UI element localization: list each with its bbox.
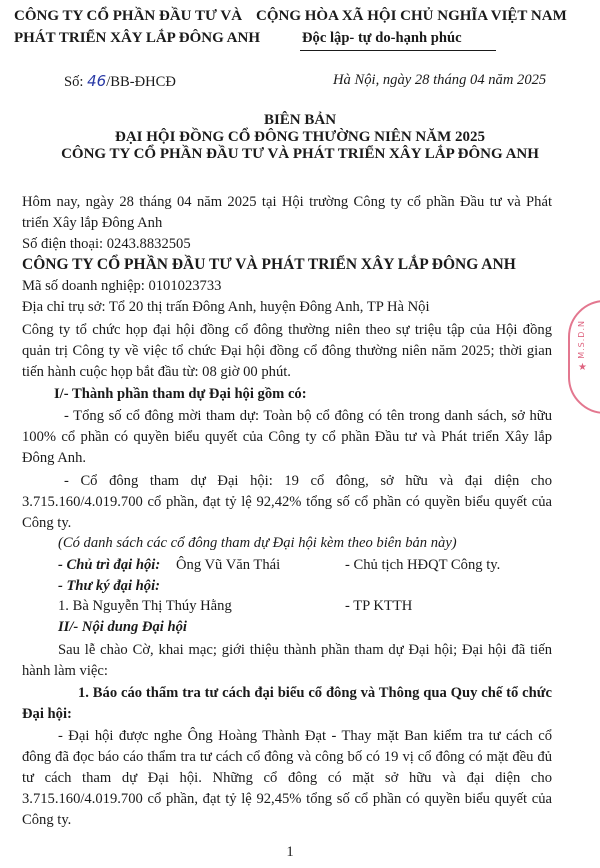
attendance-note: (Có danh sách các cổ đông tham dự Đại hội kèm theo biên bản này) [58,535,457,551]
item1-text: - Đại hội được nghe Ông Hoàng Thành Đạt - Thay mặt Ban kiểm tra tư cách cổ đông đã đọc báo cáo thẩm tra tư cách cổ đông và công bố có 19 vị cổ đông có mặt đều đủ tư cách tham dự Đại hội. Những cổ đông có mặt sở hữu và đại diện cho 3.715.160/4.019.700 cổ phần, đạt tỷ lệ 92,45% tổng số cổ phần có quyền biểu quyết của Công ty. [22,728,552,828]
motto-underline [300,50,496,51]
secretary-label: - Thư ký đại hội: [58,578,160,594]
secretary-name: 1. Bà Nguyễn Thị Thúy Hằng [58,598,232,614]
company-name-line2: PHÁT TRIỂN XÂY LẮP ĐÔNG ANH [14,30,261,46]
page-number: 1 [286,844,294,860]
document-number [64,72,176,91]
republic-heading: CỘNG HÒA XÃ HỘI CHỦ NGHĨA VIỆT NAM [256,8,567,24]
chair-role: - Chủ tịch HĐQT Công ty. [345,557,501,573]
motto: Độc lập- tự do-hạnh phúc [302,30,462,46]
item1-heading: 1. Báo cáo thẩm tra tư cách đại biểu cổ đông và Thông qua Quy chế tổ chức Đại hội: [22,685,552,722]
title-line2: ĐẠI HỘI ĐỒNG CỔ ĐÔNG THƯỜNG NIÊN NĂM 2025 [114,129,485,145]
chair-name: Ông Vũ Văn Thái [176,557,281,573]
number-handwritten: 46 [87,72,107,90]
company-name-line1: CÔNG TY CỔ PHẦN ĐẦU TƯ VÀ [14,8,243,24]
number-suffix: /BB-ĐHCĐ [106,74,176,90]
number-prefix: Số: [64,74,84,90]
convene-text: Công ty tổ chức họp đại hội đồng cổ đông thường niên theo sự triệu tập của Hội đồng quản trị Công ty về việc tổ chức Đại hội đồng cổ đông thường niên năm 2025; thời gian tiến hành cuộc họp bắt đầu từ: 08 giờ 00 phút. [22,322,552,380]
address: Địa chỉ trụ sở: Tổ 20 thị trấn Đông Anh, huyện Đông Anh, TP Hà Nội [22,299,430,315]
tax-code: Mã số doanh nghiệp: 0101023733 [22,278,222,294]
seal-star-icon: ★ [578,362,587,373]
chair-label: - Chủ trì đại hội: [58,557,161,573]
place-date: Hà Nội, ngày 28 tháng 04 năm 2025 [333,72,547,88]
section1-attending: - Cổ đông tham dự Đại hội: 19 cổ đông, sở hữu và đại diện cho 3.715.160/4.019.700 cổ phần, đạt tỷ lệ 92,42% tổng số cổ phần có quyền biểu quyết của Công ty. [22,473,552,531]
title-line1: BIÊN BẢN [263,112,337,128]
section2-heading: II/- Nội dung Đại hội [58,619,187,635]
section1-invited: - Tổng số cổ đông mời tham dự: Toàn bộ cổ đông có tên trong danh sách, sở hữu 100% cổ phần có quyền biểu quyết của Công ty cổ phần Đầu tư và Phát triển Xây lắp Đông Anh. [22,408,552,466]
title-line3: CÔNG TY CỔ PHẦN ĐẦU TƯ VÀ PHÁT TRIỂN XÂY LẮP ĐÔNG ANH [61,146,539,162]
seal-text: M.S.D.N [577,320,586,359]
intro-text: Hôm nay, ngày 28 tháng 04 năm 2025 tại Hội trường Công ty cổ phần Đầu tư và Phát triển Xây lắp Đông Anh [22,194,552,231]
secretary-role: - TP KTTH [345,598,413,614]
section1-heading: I/- Thành phần tham dự Đại hội gồm có: [54,386,307,402]
company-name: CÔNG TY CỔ PHẦN ĐẦU TƯ VÀ PHÁT TRIỂN XÂY LẮP ĐÔNG ANH [22,256,516,273]
phone: Số điện thoại: 0243.8832505 [22,236,191,252]
section2-opening: Sau lễ chào Cờ, khai mạc; giới thiệu thành phần tham dự Đại hội; Đại hội đã tiến hành làm việc: [22,642,552,679]
